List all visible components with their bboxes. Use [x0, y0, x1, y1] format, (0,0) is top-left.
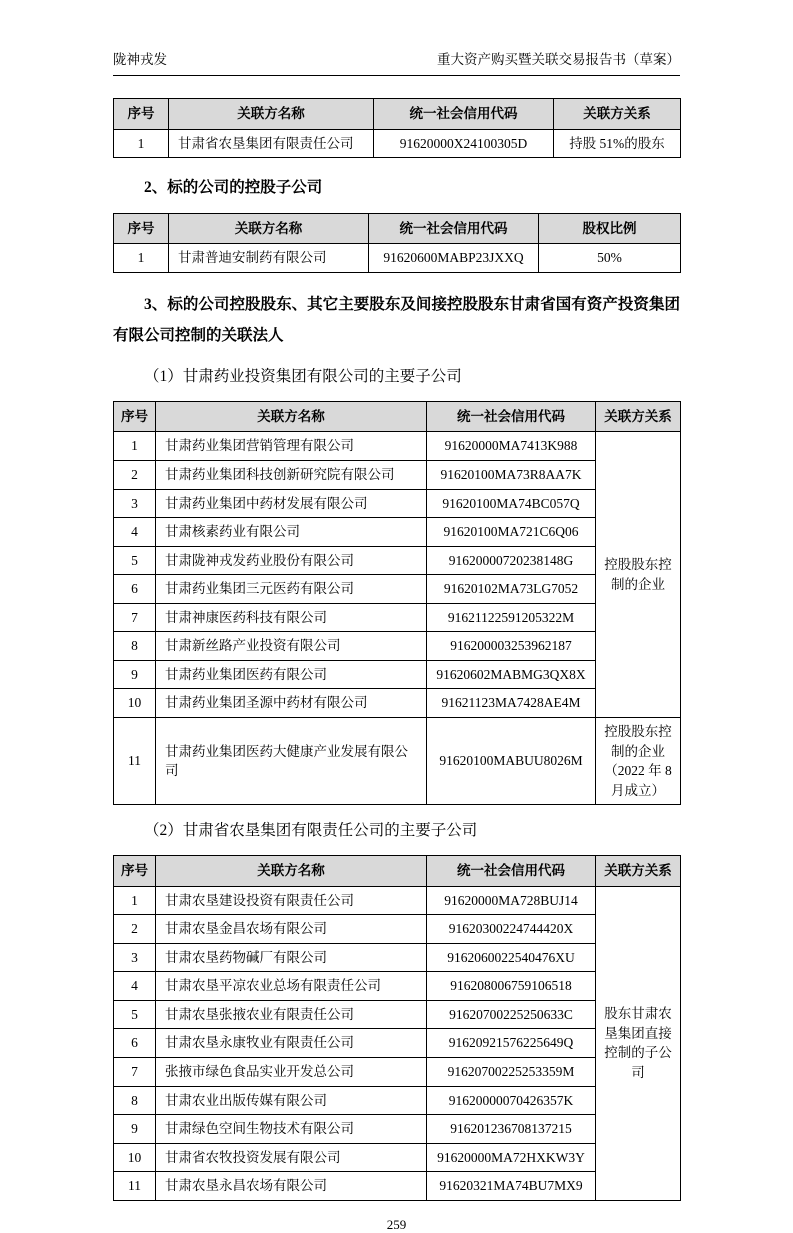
- table-cell: 11: [114, 718, 156, 805]
- subsection-heading-1: （1）甘肃药业投资集团有限公司的主要子公司: [144, 368, 462, 386]
- table-cell: 91620321MA74BU7MX9: [427, 1172, 596, 1201]
- column-header: 序号: [114, 99, 169, 130]
- table-cell: 甘肃陇神戎发药业股份有限公司: [156, 546, 427, 575]
- table-cell: 11: [114, 1172, 156, 1201]
- table-cell: 10: [114, 689, 156, 718]
- table-cell: 甘肃省农牧投资发展有限公司: [156, 1143, 427, 1172]
- column-header: 关联方关系: [554, 99, 681, 130]
- table-cell: 甘肃药业集团营销管理有限公司: [156, 432, 427, 461]
- table-cell: 7: [114, 1058, 156, 1087]
- table-row: [114, 972, 681, 1001]
- subsection-heading-2: （2）甘肃省农垦集团有限责任公司的主要子公司: [144, 822, 478, 840]
- table-cell: 91620100MABUU8026M: [427, 718, 596, 805]
- table-cell: 甘肃神康医药科技有限公司: [156, 603, 427, 632]
- table-cell: 甘肃药业集团三元医药有限公司: [156, 575, 427, 604]
- section-heading-3: 3、标的公司控股股东、其它主要股东及间接控股股东甘肃省国有资产投资集团有限公司控制的关联法人: [113, 296, 680, 345]
- table-cell: 5: [114, 546, 156, 575]
- table-cell: 91620000MA72HXKW3Y: [427, 1143, 596, 1172]
- table-row: [114, 660, 681, 689]
- table-cell: 甘肃农垦药物碱厂有限公司: [156, 943, 427, 972]
- table-row: [114, 1058, 681, 1087]
- table-cell: 甘肃普迪安制药有限公司: [169, 244, 369, 273]
- controlled-subsidiary-table: [113, 213, 681, 273]
- table-cell: 91620102MA73LG7052: [427, 575, 596, 604]
- column-header: 关联方名称: [156, 401, 427, 432]
- column-header: 统一社会信用代码: [427, 401, 596, 432]
- table-cell: 4: [114, 518, 156, 547]
- section-heading-2: 2、标的公司的控股子公司: [144, 179, 323, 197]
- table-cell: 91620000MA7413K988: [427, 432, 596, 461]
- table-cell: 1: [114, 432, 156, 461]
- table-cell: 916201236708137215: [427, 1115, 596, 1144]
- table-cell: 9: [114, 660, 156, 689]
- table-cell: 张掖市绿色食品实业开发总公司: [156, 1058, 427, 1087]
- column-header: 统一社会信用代码: [369, 213, 539, 244]
- table-cell: 91620100MA721C6Q06: [427, 518, 596, 547]
- header-company-name: 陇神戎发: [113, 52, 167, 67]
- table-cell: 甘肃新丝路产业投资有限公司: [156, 632, 427, 661]
- table-cell: 控股股东控制的企业（2022 年 8 月成立）: [596, 718, 681, 805]
- table-row: [114, 1172, 681, 1201]
- table-cell: 91620000X24100305D: [374, 129, 554, 158]
- table-cell: 甘肃农垦张掖农业有限责任公司: [156, 1000, 427, 1029]
- table-cell: 8: [114, 632, 156, 661]
- table-cell: 1: [114, 886, 156, 915]
- column-header: 统一社会信用代码: [374, 99, 554, 130]
- table-cell: 91620000070426357K: [427, 1086, 596, 1115]
- column-header: 序号: [114, 856, 156, 887]
- table-cell: 甘肃农垦永康牧业有限责任公司: [156, 1029, 427, 1058]
- table-cell: 91620100MA74BC057Q: [427, 489, 596, 518]
- related-party-table-shareholder: [113, 98, 681, 158]
- table-cell: 甘肃药业集团医药大健康产业发展有限公司: [156, 718, 427, 805]
- table-cell: 6: [114, 575, 156, 604]
- pharma-group-subsidiaries-table: [113, 401, 681, 805]
- table-cell: 2: [114, 460, 156, 489]
- table-cell: 甘肃省农垦集团有限责任公司: [169, 129, 374, 158]
- table-cell: 7: [114, 603, 156, 632]
- running-header: [113, 48, 680, 76]
- table-cell: 甘肃农垦建设投资有限责任公司: [156, 886, 427, 915]
- table-cell: 甘肃药业集团医药有限公司: [156, 660, 427, 689]
- table-row: [114, 546, 681, 575]
- table-row: [114, 632, 681, 661]
- table-cell: 甘肃药业集团科技创新研究院有限公司: [156, 460, 427, 489]
- table-cell: 甘肃农业出版传媒有限公司: [156, 1086, 427, 1115]
- nongken-group-subsidiaries-table: [113, 855, 681, 1201]
- table-cell: 91620602MABMG3QX8X: [427, 660, 596, 689]
- table-cell: 2: [114, 915, 156, 944]
- table-cell: 91621122591205322M: [427, 603, 596, 632]
- table-cell: 91620000MA728BUJ14: [427, 886, 596, 915]
- table-row: [114, 575, 681, 604]
- table-cell: 50%: [539, 244, 681, 273]
- table-row: [114, 460, 681, 489]
- table-cell: 持股 51%的股东: [554, 129, 681, 158]
- column-header: 股权比例: [539, 213, 681, 244]
- header-report-title: 重大资产购买暨关联交易报告书（草案）: [437, 52, 680, 67]
- column-header: 序号: [114, 401, 156, 432]
- table-cell: 10: [114, 1143, 156, 1172]
- table-row: [114, 432, 681, 461]
- page-number: 259: [386, 1216, 407, 1232]
- table-row: [114, 915, 681, 944]
- table-cell: 91620600MABP23JXXQ: [369, 244, 539, 273]
- table-cell: 91620100MA73R8AA7K: [427, 460, 596, 489]
- table-cell: 8: [114, 1086, 156, 1115]
- table-row: [114, 1143, 681, 1172]
- column-header: 关联方关系: [596, 401, 681, 432]
- table-row: [114, 603, 681, 632]
- table-cell: 91621123MA7428AE4M: [427, 689, 596, 718]
- table-cell: 甘肃药业集团圣源中药材有限公司: [156, 689, 427, 718]
- table-cell: 1: [114, 129, 169, 158]
- table-cell: 91620700225250633C: [427, 1000, 596, 1029]
- table-cell: 91620700225253359M: [427, 1058, 596, 1087]
- table-cell: 甘肃农垦永昌农场有限公司: [156, 1172, 427, 1201]
- table-row: [114, 943, 681, 972]
- table-cell: 5: [114, 1000, 156, 1029]
- table-row: [114, 689, 681, 718]
- table-cell: 甘肃农垦平凉农业总场有限责任公司: [156, 972, 427, 1001]
- table-cell: 甘肃药业集团中药材发展有限公司: [156, 489, 427, 518]
- table-row: [114, 244, 681, 273]
- table-cell: 9: [114, 1115, 156, 1144]
- column-header: 关联方关系: [596, 856, 681, 887]
- table-cell: 91620000720238148G: [427, 546, 596, 575]
- table-row: [114, 129, 681, 158]
- table-row: [114, 718, 681, 805]
- table-cell: 股东甘肃农垦集团直接控制的子公司: [596, 886, 681, 1200]
- table-cell: 91620300224744420X: [427, 915, 596, 944]
- table-cell: 91620921576225649Q: [427, 1029, 596, 1058]
- table-cell: 916208006759106518: [427, 972, 596, 1001]
- table-cell: 9162060022540476XU: [427, 943, 596, 972]
- table-cell: 4: [114, 972, 156, 1001]
- table-cell: 3: [114, 489, 156, 518]
- column-header: 统一社会信用代码: [427, 856, 596, 887]
- table-row: [114, 886, 681, 915]
- column-header: 关联方名称: [169, 99, 374, 130]
- table-cell: 甘肃绿色空间生物技术有限公司: [156, 1115, 427, 1144]
- table-cell: 甘肃核素药业有限公司: [156, 518, 427, 547]
- table-cell: 6: [114, 1029, 156, 1058]
- table-row: [114, 1029, 681, 1058]
- table-row: [114, 1000, 681, 1029]
- table-cell: 控股股东控制的企业: [596, 432, 681, 718]
- table-row: [114, 1115, 681, 1144]
- table-row: [114, 489, 681, 518]
- table-cell: 3: [114, 943, 156, 972]
- column-header: 关联方名称: [156, 856, 427, 887]
- table-row: [114, 1086, 681, 1115]
- table-cell: 甘肃农垦金昌农场有限公司: [156, 915, 427, 944]
- column-header: 关联方名称: [169, 213, 369, 244]
- table-row: [114, 518, 681, 547]
- table-cell: 1: [114, 244, 169, 273]
- column-header: 序号: [114, 213, 169, 244]
- table-cell: 916200003253962187: [427, 632, 596, 661]
